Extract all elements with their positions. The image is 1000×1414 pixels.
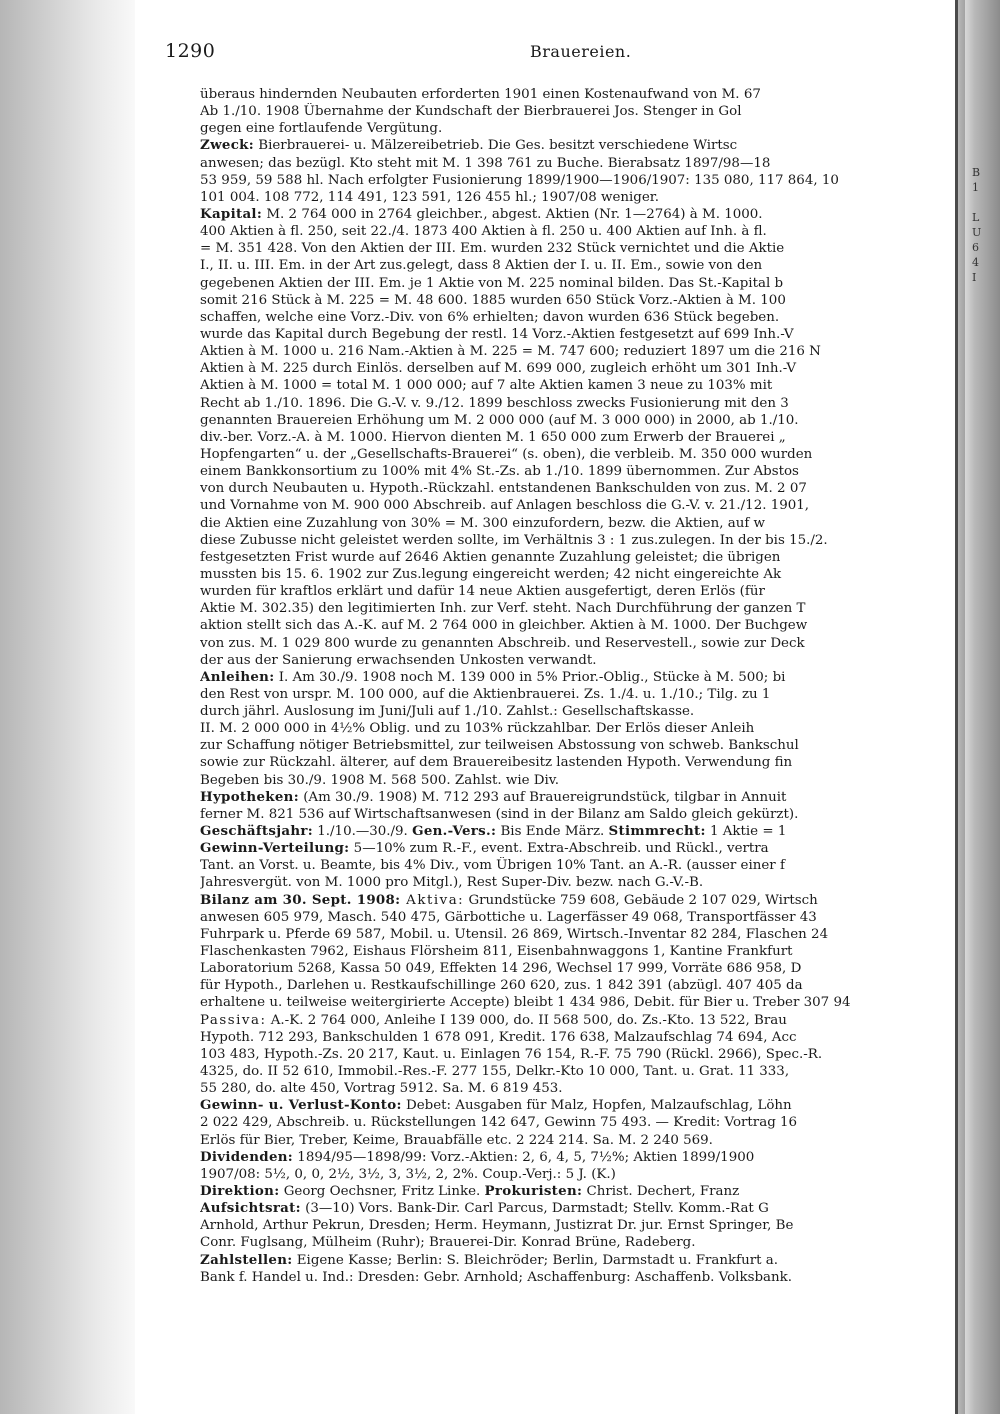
line-text: 400 Aktien à fl. 250, seit 22./4. 1873 400 Aktien à fl. 250 u. 400 Aktien auf Inh. à fl. (200, 224, 767, 240)
line-text: Christ. Dechert, Franz (582, 1184, 740, 1199)
adjacent-page-fragment (972, 195, 998, 210)
body-text (200, 86, 950, 1286)
adjacent-page-fragment: 1 (972, 181, 979, 194)
text-line (200, 754, 950, 771)
line-text: Flaschenkasten 7962, Eishaus Flörsheim 811, Eisenbahnwaggons 1, Kantine Frankfurt (200, 944, 793, 960)
line-text: erhaltene u. teilweise weitergirierte Accepte) bleibt 1 434 986, Debit. für Bier u. Treber 307 94 (200, 995, 851, 1011)
line-text: Jahresvergüt. von M. 1000 pro Mitgl.), Rest Super-Div. bezw. nach G.-V.-B. (200, 875, 704, 891)
text-line (200, 617, 950, 634)
text-line (200, 377, 950, 394)
line-text: = M. 351 428. Von den Aktien der III. Em. wurden 232 Stück vernichtet und die Aktie (200, 241, 785, 257)
line-text: 1./10.—30./9. (313, 824, 413, 840)
text-line (200, 103, 950, 120)
line-text: überaus hindernden Neubauten erforderten 1901 einen Kostenaufwand von M. 67 (200, 87, 761, 102)
line-text: M. 2 764 000 in 2764 gleichber., abgest. Aktien (Nr. 1—2764) à M. 1000. (262, 206, 763, 222)
line-text: wurde das Kapital durch Begebung der restl. 14 Vorz.-Aktien festgesetzt auf 699 Inh.-V (200, 326, 794, 342)
line-text: Recht ab 1./10. 1896. Die G.-V. v. 9./12. 1899 beschloss zwecks Fusionierung mit den 3 (200, 395, 789, 411)
text-line (200, 480, 950, 497)
line-text: II. M. 2 000 000 in 4½% Oblig. und zu 103% rückzahlbar. Der Erlös dieser Anleih (200, 721, 755, 737)
text-line (200, 772, 950, 789)
line-text: von durch Neubauten u. Hypoth.-Rückzahl. entstandenen Bankschulden von zus. M. 2 07 (200, 481, 807, 497)
text-line (200, 600, 950, 617)
scan-left-page-edge (0, 0, 135, 1414)
text-line (200, 1046, 950, 1063)
text-line (200, 257, 950, 274)
text-line (200, 532, 950, 549)
line-text: wurden für kraftlos erklärt und dafür 14 neue Aktien ausgefertigt, deren Erlös (für (200, 584, 765, 600)
adjacent-page-fragments (972, 165, 998, 285)
line-text: Hopfengarten“ u. der „Gesellschafts-Brauerei“ (s. oben), die verbleib. M. 350 000 wurden (200, 446, 813, 462)
line-text: 55 280, do. alte 450, Vortrag 5912. Sa. M. 6 819 453. (200, 1081, 563, 1097)
adjacent-page-fragment: 6 (972, 241, 979, 254)
line-text: 1907/08: 5½, 0, 0, 2½, 3½, 3, 3½, 2, 2%. Coup.-Verj.: 5 J. (K.) (200, 1166, 616, 1182)
line-text: 5—10% zum R.-F., event. Extra-Abschreib. und Rückl., vertra (349, 841, 769, 857)
text-line (200, 86, 950, 103)
section-heading: Kapital: (200, 205, 263, 222)
line-text: durch jährl. Auslosung im Juni/Juli auf 1./10. Zahlst.: Gesellschaftskasse. (200, 704, 695, 720)
text-line (200, 635, 950, 652)
line-text: Aktien à M. 225 durch Einlös. derselben auf M. 699 000, zugleich erhöht um 301 Inh.-V (200, 361, 797, 377)
text-line (200, 1149, 950, 1166)
line-text: (Am 30./9. 1908) M. 712 293 auf Brauereigrundstück, tilgbar in Annuit (298, 789, 787, 805)
text-line (200, 857, 950, 874)
text-line (200, 874, 950, 891)
text-line (200, 686, 950, 703)
line-text: Aktien à M. 1000 u. 216 Nam.-Aktien à M. 225 = M. 747 600; reduziert 1897 um die 216 N (200, 344, 821, 360)
section-heading: Gen.-Vers.: (412, 823, 497, 840)
line-text: den Rest von urspr. M. 100 000, auf die Aktienbrauerei. Zs. 1./4. u. 1./10.; Tilg. zu 1 (200, 686, 771, 702)
line-text: Erlös für Bier, Treber, Keime, Brauabfälle etc. 2 224 214. Sa. M. 2 240 569. (200, 1132, 713, 1148)
line-text: mussten bis 15. 6. 1902 zur Zus.legung eingereicht werden; 42 nicht eingereichte Ak (200, 566, 782, 582)
line-text: I. Am 30./9. 1908 noch M. 139 000 in 5% Prior.-Oblig., Stücke à M. 500; bi (274, 669, 786, 685)
line-text: von zus. M. 1 029 800 wurde zu genannten Abschreib. und Reservestell., sowie zur Deck (200, 635, 805, 651)
adjacent-page-fragment: L (972, 211, 980, 224)
text-line (200, 1012, 950, 1029)
adjacent-page-fragment: I (972, 271, 977, 284)
text-line (200, 1132, 950, 1149)
text-line (200, 1166, 950, 1183)
text-line (200, 223, 950, 240)
line-text: somit 216 Stück à M. 225 = M. 48 600. 1885 wurden 650 Stück Vorz.-Aktien à M. 100 (200, 292, 786, 308)
text-line (200, 309, 950, 326)
text-line (200, 720, 950, 737)
section-heading: Gewinn- u. Verlust-Konto: (200, 1097, 402, 1114)
line-text: Tant. an Vorst. u. Beamte, bis 4% Div., vom Übrigen 10% Tant. an A.-R. (ausser einer f (200, 858, 785, 874)
line-text: A.-K. 2 764 000, Anleihe I 139 000, do. II 568 500, do. Zs.-Kto. 13 522, Brau (266, 1012, 787, 1028)
line-text: Fuhrpark u. Pferde 69 587, Mobil. u. Utensil. 26 869, Wirtsch.-Inventar 82 284, Flaschen 24 (200, 926, 829, 942)
section-heading: Zahlstellen: (200, 1251, 293, 1268)
text-line (200, 583, 950, 600)
text-line (200, 703, 950, 720)
text-line (200, 1200, 950, 1217)
text-line (200, 189, 950, 206)
text-line (200, 497, 950, 514)
line-text: ferner M. 821 536 auf Wirtschaftsanwesen (sind in der Bilanz am Saldo gleich gekürzt). (200, 806, 799, 822)
section-heading: Dividenden: (200, 1148, 294, 1165)
text-line (200, 1183, 950, 1200)
line-text: Debet: Ausgaben für Malz, Hopfen, Malzaufschlag, Löhn (401, 1098, 792, 1114)
adjacent-page-fragment: B (972, 166, 981, 179)
running-title: Brauereien. (530, 42, 632, 61)
line-text: 53 959, 59 588 hl. Nach erfolgter Fusionierung 1899/1900—1906/1907: 135 080, 117 864, 10 (200, 172, 839, 188)
text-line (200, 549, 950, 566)
text-line (200, 446, 950, 463)
line-text: Georg Oechsner, Fritz Linke. (279, 1184, 485, 1199)
text-line (200, 977, 950, 994)
line-text: Hypoth. 712 293, Bankschulden 1 678 091, Kredit. 176 638, Malzaufschlag 74 694, Acc (200, 1029, 797, 1045)
line-text: 1894/95—1898/99: Vorz.-Aktien: 2, 6, 4, 5, 7½%; Aktien 1899/1900 (293, 1149, 755, 1165)
line-text: zur Schaffung nötiger Betriebsmittel, zur teilweisen Abstossung von schweb. Bankschul (200, 738, 799, 754)
page-header (165, 40, 945, 70)
line-text: Laboratorium 5268, Kassa 50 049, Effekten 14 296, Wechsel 17 999, Vorräte 686 958, D (200, 961, 802, 977)
text-line (200, 737, 950, 754)
section-heading: Zweck: (200, 137, 254, 154)
line-text: anwesen 605 979, Masch. 540 475, Gärbottiche u. Lagerfässer 49 068, Transportfässer 43 (200, 909, 817, 925)
adjacent-page-fragment: 4 (972, 256, 979, 269)
section-heading: Prokuristen: (484, 1183, 583, 1199)
line-text: Bank f. Handel u. Ind.: Dresden: Gebr. Arnhold; Aschaffenburg: Aschaffenb. Volksbank. (200, 1269, 793, 1285)
text-line (200, 909, 950, 926)
text-line (200, 1097, 950, 1114)
text-line (200, 840, 950, 857)
spaced-label: Aktiva: (400, 892, 465, 908)
section-heading: Direktion: (200, 1183, 280, 1199)
text-line (200, 823, 950, 840)
line-text: Bis Ende März. (496, 824, 609, 840)
text-line (200, 515, 950, 532)
line-text: 101 004. 108 772, 114 491, 123 591, 126 455 hl.; 1907/08 weniger. (200, 189, 659, 205)
text-line (200, 240, 950, 257)
section-heading: Bilanz am 30. Sept. 1908: (200, 891, 401, 908)
line-text: für Hypoth., Darlehen u. Restkaufschillinge 260 620, zus. 1 842 391 (abzügl. 407 405 da (200, 978, 803, 994)
text-line (200, 360, 950, 377)
text-line (200, 429, 950, 446)
line-text: Bierbrauerei- u. Mälzereibetrieb. Die Ges. besitzt verschiedene Wirtsc (254, 138, 738, 154)
line-text: die Aktien eine Zuzahlung von 30% = M. 300 einzufordern, bezw. die Aktien, auf w (200, 515, 766, 531)
line-text: Begeben bis 30./9. 1908 M. 568 500. Zahlst. wie Div. (200, 772, 560, 788)
text-line (200, 1234, 950, 1251)
line-text: div.-ber. Vorz.-A. à M. 1000. Hiervon dienten M. 1 650 000 zum Erwerb der Brauerei „ (200, 429, 786, 445)
line-text: festgesetzten Frist wurde auf 2646 Aktien genannte Zuzahlung geleistet; die übrigen (200, 549, 781, 565)
page-number: 1290 (165, 40, 216, 62)
text-line (200, 652, 950, 669)
text-line (200, 994, 950, 1011)
section-heading: Geschäftsjahr: (200, 823, 313, 840)
text-line (200, 343, 950, 360)
text-line (200, 892, 950, 909)
text-line (200, 1114, 950, 1131)
line-text: gegen eine fortlaufende Vergütung. (200, 121, 443, 137)
text-line (200, 669, 950, 686)
spaced-label: Passiva: (200, 1012, 267, 1028)
line-text: gegebenen Aktien der III. Em. je 1 Aktie von M. 225 nominal bilden. Das St.-Kapital b (200, 275, 784, 291)
text-line (200, 206, 950, 223)
text-line (200, 155, 950, 172)
line-text: genannten Brauereien Erhöhung um M. 2 000 000 (auf M. 3 000 000) in 2000, ab 1./10. (200, 412, 799, 428)
text-line (200, 926, 950, 943)
line-text: Arnhold, Arthur Pekrun, Dresden; Herm. Heymann, Justizrat Dr. jur. Ernst Springer, Be (200, 1218, 794, 1234)
line-text: aktion stellt sich das A.-K. auf M. 2 764 000 in gleichber. Aktien à M. 1000. Der Buchgew (200, 618, 808, 634)
text-line (200, 1252, 950, 1269)
text-line (200, 326, 950, 343)
text-line (200, 1029, 950, 1046)
line-text: sowie zur Rückzahl. älterer, auf dem Brauereibesitz lastenden Hypoth. Verwendung fin (200, 755, 793, 771)
text-line (200, 943, 950, 960)
section-heading: Gewinn-Verteilung: (200, 840, 350, 857)
text-line (200, 1080, 950, 1097)
line-text: schaffen, welche eine Vorz.-Div. von 6% erhielten; davon wurden 636 Stück begeben. (200, 309, 780, 325)
line-text: diese Zubusse nicht geleistet werden sollte, im Verhältnis 3 : 1 zus.zulegen. In der bis 15./2. (200, 532, 828, 548)
text-line (200, 1269, 950, 1286)
section-heading: Stimmrecht: (608, 823, 706, 840)
line-text: (3—10) Vors. Bank-Dir. Carl Parcus, Darmstadt; Stellv. Komm.-Rat G (300, 1201, 769, 1217)
line-text: 4325, do. II 52 610, Immobil.-Res.-F. 277 155, Delkr.-Kto 10 000, Tant. u. Grat. 11 333, (200, 1064, 790, 1080)
text-line (200, 463, 950, 480)
section-heading: Hypotheken: (200, 788, 299, 805)
text-line (200, 137, 950, 154)
text-line (200, 1217, 950, 1234)
line-text: 1 Aktie = 1 (705, 824, 787, 840)
line-text: Conr. Fuglsang, Mülheim (Ruhr); Brauerei-Dir. Konrad Brüne, Radeberg. (200, 1235, 696, 1251)
line-text: 2 022 429, Abschreib. u. Rückstellungen 142 647, Gewinn 75 493. — Kredit: Vortrag 16 (200, 1115, 798, 1131)
text-line (200, 412, 950, 429)
text-line (200, 395, 950, 412)
adjacent-page-fragment: U (972, 226, 982, 239)
section-heading: Aufsichtsrat: (200, 1200, 301, 1217)
text-line (200, 789, 950, 806)
line-text: 103 483, Hypoth.-Zs. 20 217, Kaut. u. Einlagen 76 154, R.-F. 75 790 (Rückl. 2966), Spec.-R. (200, 1046, 823, 1062)
text-line (200, 172, 950, 189)
line-text: Aktie M. 302.35) den legitimierten Inh. zur Verf. steht. Nach Durchführung der ganzen T (200, 601, 806, 617)
section-heading: Anleihen: (200, 668, 275, 685)
line-text: Eigene Kasse; Berlin: S. Bleichröder; Berlin, Darmstadt u. Frankfurt a. (292, 1252, 778, 1268)
text-line (200, 292, 950, 309)
line-text: der aus der Sanierung erwachsenden Unkosten verwandt. (200, 652, 597, 668)
text-line (200, 275, 950, 292)
line-text: Ab 1./10. 1908 Übernahme der Kundschaft der Bierbrauerei Jos. Stenger in Gol (200, 104, 742, 120)
line-text: Grundstücke 759 608, Gebäude 2 107 029, Wirtsch (464, 892, 818, 908)
text-line (200, 1063, 950, 1080)
text-line (200, 120, 950, 137)
line-text: I., II. u. III. Em. in der Art zus.gelegt, dass 8 Aktien der I. u. II. Em., sowie von den (200, 258, 763, 274)
line-text: und Vornahme von M. 900 000 Abschreib. auf Anlagen beschloss die G.-V. v. 21./12. 1901, (200, 498, 810, 514)
line-text: einem Bankkonsortium zu 100% mit 4% St.-Zs. ab 1./10. 1899 übernommen. Zur Abstos (200, 464, 799, 480)
text-line (200, 566, 950, 583)
text-line (200, 806, 950, 823)
text-line (200, 960, 950, 977)
line-text: Aktien à M. 1000 = total M. 1 000 000; auf 7 alte Aktien kamen 3 neue zu 103% mit (200, 378, 773, 394)
line-text: anwesen; das bezügl. Kto steht mit M. 1 398 761 zu Buche. Bierabsatz 1897/98—18 (200, 155, 771, 171)
